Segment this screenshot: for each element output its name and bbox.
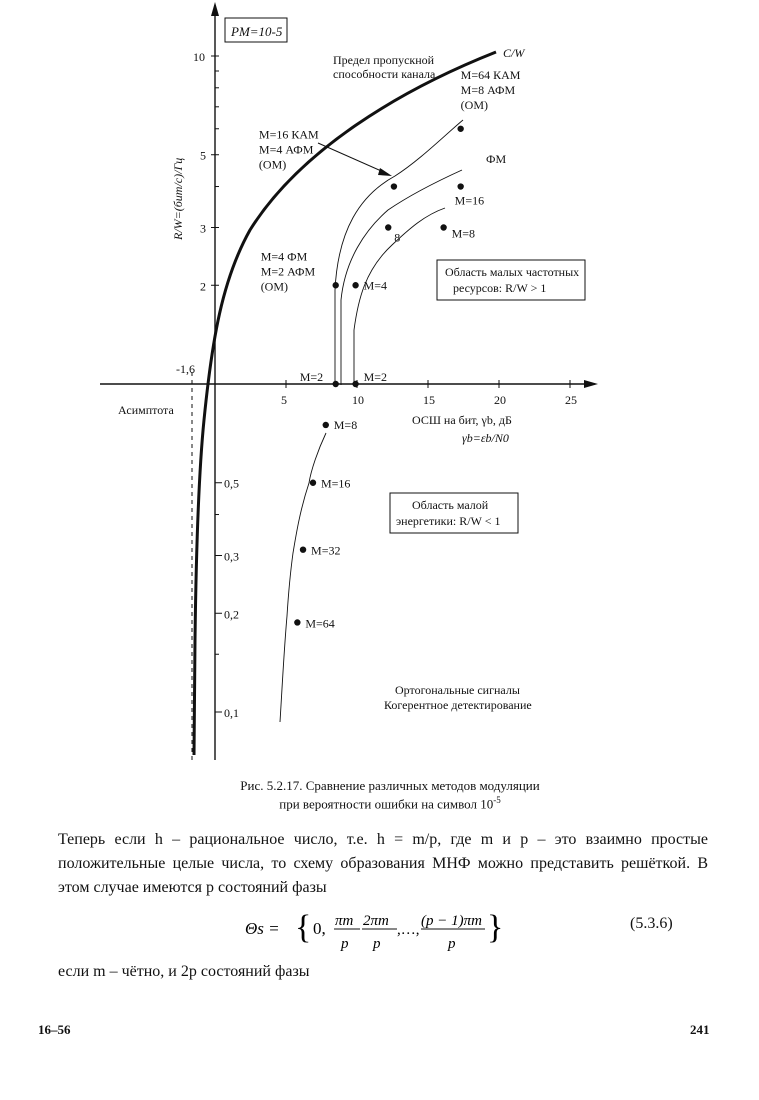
- svg-text:Θs =: Θs =: [245, 919, 280, 938]
- x-axis-label: ОСШ на бит, γb, дБ: [412, 413, 512, 427]
- legend-box-text: PM=10-5: [231, 24, 283, 39]
- data-label: M=16 КАМ: [258, 127, 319, 142]
- region-low-2: энергетики: R/W < 1: [396, 514, 501, 528]
- y-axis-label: R/W=(бит/с)/Гц: [171, 157, 185, 240]
- equation-number: (5.3.6): [630, 915, 673, 932]
- data-label: (ОМ): [260, 279, 289, 294]
- svg-text:πm: πm: [335, 913, 354, 929]
- data-point: [352, 282, 358, 288]
- x-tick-label: 15: [423, 393, 435, 407]
- data-point: [310, 480, 316, 486]
- data-point: [385, 224, 391, 230]
- y-special-tick: -1,6: [176, 362, 195, 376]
- orth-caption-1: Ортогональные сигналы: [395, 683, 520, 697]
- capacity-curve: [194, 52, 496, 755]
- paragraph-2: если m – чётно, и 2p состояний фазы: [58, 963, 310, 980]
- y-tick-label: 2: [200, 279, 206, 294]
- data-label: (ОМ): [258, 157, 287, 172]
- data-point: [300, 546, 306, 552]
- y-tick-label: 0,5: [224, 476, 239, 491]
- pointer-arrow: [318, 143, 388, 174]
- data-point: [457, 183, 463, 189]
- y-tick-label: 0,1: [224, 706, 239, 720]
- data-label: M=64 КАМ: [460, 67, 521, 82]
- data-label: M=32: [311, 543, 341, 558]
- data-label: M=4 ФМ: [260, 249, 308, 264]
- x-axis-label-2: γb=εb/N0: [462, 431, 509, 445]
- y-axis-arrow: [211, 2, 219, 16]
- caption-line-1: Рис. 5.2.17. Сравнение различных методов модуляции: [240, 778, 540, 793]
- svg-text:}: }: [487, 909, 504, 946]
- data-point: [391, 183, 397, 189]
- data-label: (ОМ): [460, 97, 488, 112]
- data-label: M=8: [451, 226, 476, 241]
- axis-ticks: [193, 50, 580, 720]
- data-point: [323, 422, 329, 428]
- data-point: [333, 282, 339, 288]
- x-tick-label: 10: [352, 393, 364, 407]
- caption-line-2: при вероятности ошибки на символ $10^{-5}$: [279, 795, 501, 812]
- curve-orthogonal: [280, 433, 326, 722]
- data-label: M=4: [363, 278, 388, 293]
- svg-text:0,: 0,: [313, 919, 326, 938]
- data-label: M=16: [320, 476, 351, 491]
- x-axis-arrow: [584, 380, 598, 388]
- svg-text:(p − 1)πm: (p − 1)πm: [421, 913, 482, 929]
- curve-fm: [341, 170, 462, 385]
- x-tick-label: 25: [565, 393, 577, 407]
- equation-graphic: [245, 900, 505, 960]
- data-label: M=8 АФМ: [460, 82, 516, 97]
- y-tick-label: 3: [200, 221, 206, 236]
- data-label: M=2: [299, 370, 324, 384]
- svg-text:2πm: 2πm: [363, 913, 389, 929]
- data-label: M=2 АФМ: [260, 264, 316, 279]
- y-tick-label: 0,2: [224, 607, 239, 622]
- data-point: [352, 381, 358, 387]
- data-points: [259, 68, 521, 631]
- data-point: [294, 619, 300, 625]
- orth-caption-2: Когерентное детектирование: [384, 698, 532, 712]
- label-fm-curve: ФМ: [486, 152, 507, 166]
- x-tick-label: 5: [281, 393, 287, 407]
- footer-left: 16–56: [38, 1022, 71, 1037]
- y-tick-label: 10: [193, 50, 205, 64]
- data-label: 8: [394, 230, 401, 245]
- capacity-label: C/W: [503, 46, 525, 60]
- data-label: M=8: [333, 417, 358, 432]
- capacity-desc-2: способности канала: [333, 67, 436, 81]
- data-point: [440, 224, 446, 230]
- equation-5-3-6: [245, 900, 505, 965]
- data-label: M=64: [305, 616, 335, 631]
- y-tick-label: 0,3: [224, 549, 239, 564]
- x-tick-label: 20: [494, 393, 506, 407]
- data-label: M=4 АФМ: [258, 142, 314, 157]
- figure-caption: [150, 778, 630, 811]
- page-number: 241: [690, 1022, 710, 1037]
- svg-text:p: p: [448, 936, 456, 952]
- data-label: M=16: [454, 193, 485, 208]
- region-high-2: ресурсов: R/W > 1: [453, 281, 547, 295]
- paragraph-1: Теперь если h – рациональное число, т.е. h = m/p, где m и p – это взаимно простые положительные целые числа, то схему образования МНФ можно представить решёткой. В этом случае имеются p состояний фазы: [58, 831, 708, 896]
- data-point: [333, 381, 339, 387]
- region-high-1: Область малых частотных: [445, 265, 580, 279]
- svg-text:p: p: [341, 936, 349, 952]
- region-low-1: Область малой: [412, 498, 489, 512]
- data-point: [457, 126, 463, 132]
- svg-text:p: p: [373, 936, 381, 952]
- y-tick-label: 5: [200, 148, 206, 163]
- svg-text:{: {: [295, 909, 312, 946]
- capacity-desc-1: Предел пропускной: [333, 53, 435, 67]
- svg-text:,…,: ,…,: [397, 922, 420, 938]
- asymptote-label: Асимптота: [118, 403, 174, 417]
- pointer-arrow-head: [378, 168, 392, 176]
- data-label: M=2: [363, 370, 388, 384]
